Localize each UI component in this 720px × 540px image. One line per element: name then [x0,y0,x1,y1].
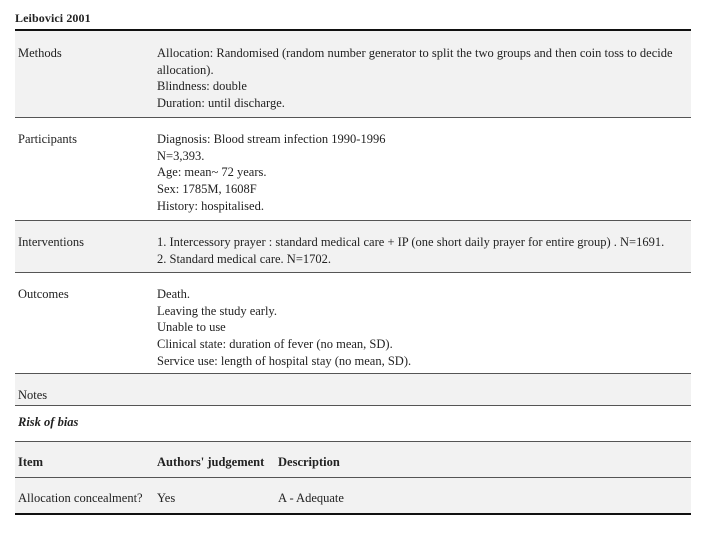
row-label-outcomes: Outcomes [18,287,69,301]
participants-line: Sex: 1785M, 1608F [157,182,257,197]
row-label-participants: Participants [18,132,78,146]
outcomes-line: Leaving the study early. [157,303,277,318]
participants-line: History: hospitalised. [157,198,264,213]
methods-line: Blindness: double [157,79,247,94]
risk-of-bias-title-row [15,406,691,442]
interventions-line: 1. Intercessory prayer : standard medical care + IP (one short daily prayer for entire group) . N=1691. [157,235,665,249]
rob-description: A - Adequate [278,491,344,505]
participants-line: Age: mean~ 72 years. [157,165,267,180]
header-description: Description [278,455,340,469]
table-row-notes [15,374,691,406]
outcomes-line: Clinical state: duration of fever (no mean, SD). [157,337,393,352]
interventions-line: 2. Standard medical care. N=1702. [157,251,332,266]
outcomes-line: Unable to use [157,320,226,335]
participants-line: N=3,393. [157,148,205,163]
table-row [15,478,691,513]
table-row-outcomes [15,273,691,374]
outcomes-line: Death. [157,287,190,301]
table-bottom-rule [15,513,691,515]
rob-judgement: Yes [157,491,176,505]
methods-line: Allocation: Randomised (random number generator to split the two groups and then coin toss to decide [157,46,673,60]
header-authors-judgement: Authors' judgement [157,455,265,469]
methods-line: Duration: until discharge. [157,96,285,111]
study-title: Leibovici 2001 [15,11,91,25]
header-item: Item [18,455,43,469]
rob-item: Allocation concealment? [18,491,143,505]
risk-of-bias-title: Risk of bias [18,415,79,429]
row-content-participants [157,131,687,215]
row-content-methods [157,45,687,111]
table-row-participants [15,118,691,221]
outcomes-line: Service use: length of hospital stay (no mean, SD). [157,353,412,368]
methods-line: allocation). [157,62,214,77]
table-row-methods [15,31,691,118]
row-label-methods: Methods [18,46,62,60]
risk-of-bias-header-row [15,442,691,478]
participants-line: Diagnosis: Blood stream infection 1990-1996 [157,132,386,146]
row-label-interventions: Interventions [18,235,84,249]
table-row-interventions [15,221,691,273]
row-label-notes: Notes [18,388,48,402]
row-content-interventions [157,234,687,267]
row-content-outcomes [157,286,687,370]
